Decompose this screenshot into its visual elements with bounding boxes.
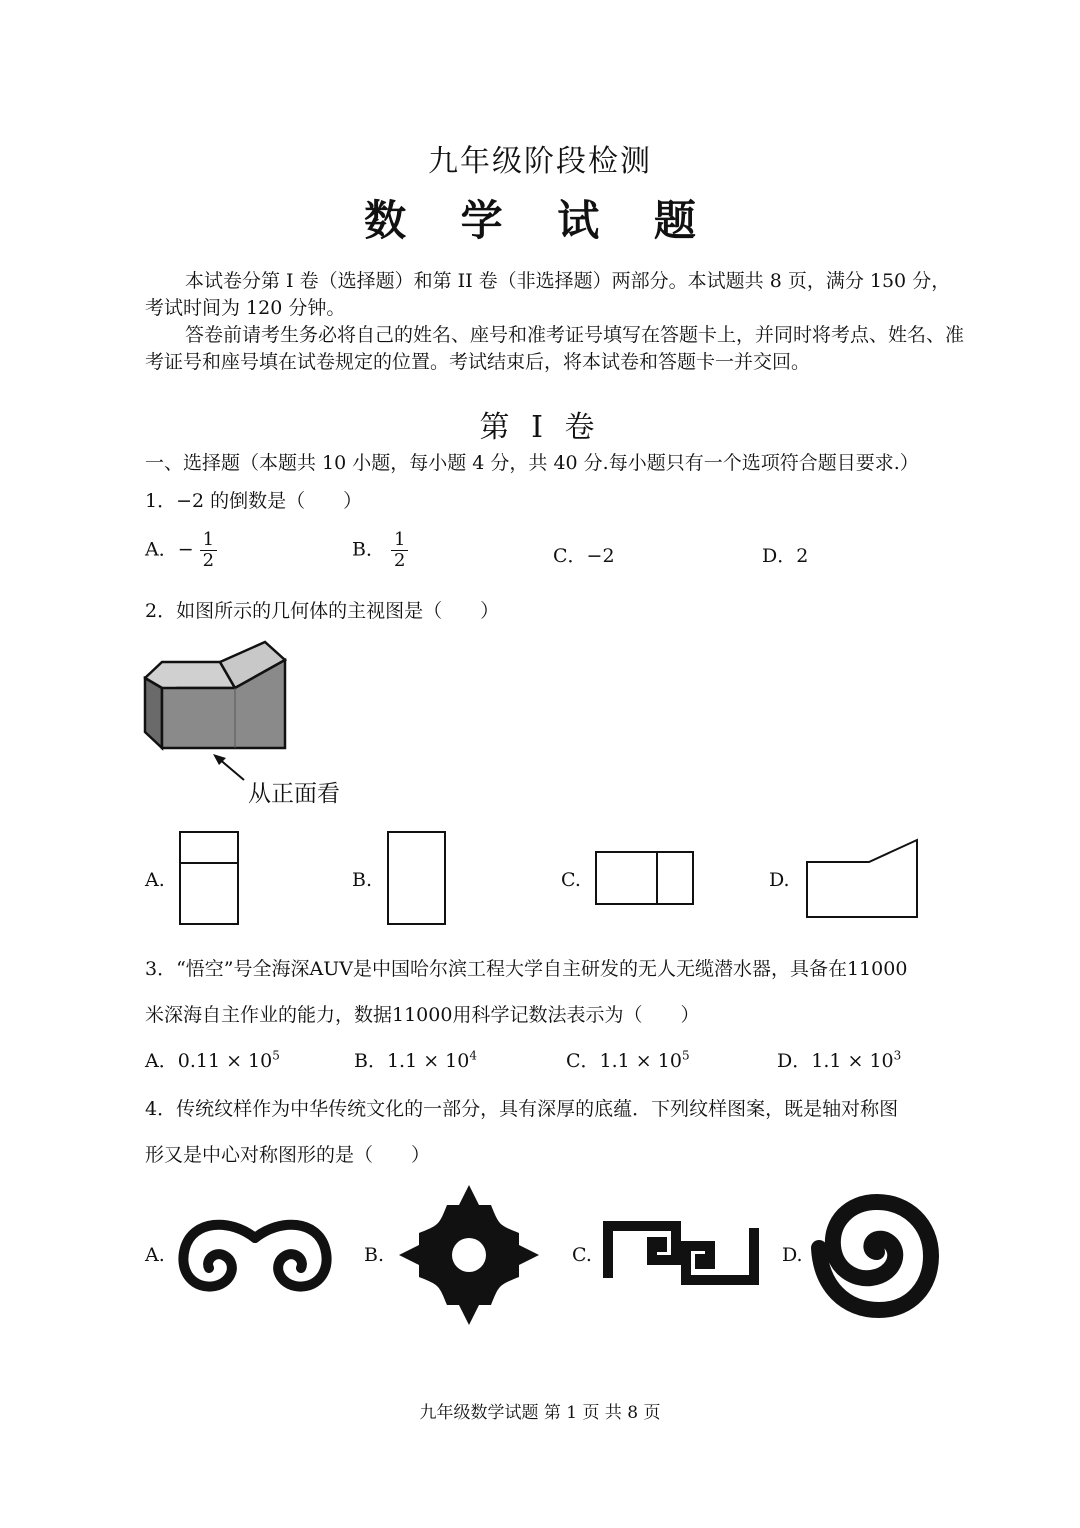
q4-option-b-pattern	[398, 1184, 540, 1326]
q3-option-d	[777, 1046, 901, 1073]
q1-a-denominator: 2	[202, 550, 215, 571]
q4-option-d-pattern	[815, 1196, 935, 1316]
q3-option-a-label: A．	[145, 1050, 178, 1072]
page-footer: 九年级数学试题 第 1 页 共 8 页	[419, 1403, 661, 1423]
q3-option-a-exponent: 5	[272, 1048, 280, 1063]
q1-option-b-label: B．	[352, 538, 385, 561]
q3-option-d-label: D．	[777, 1050, 812, 1072]
q2-option-c-figure	[594, 850, 698, 908]
q4-option-b-label: B.	[364, 1244, 385, 1266]
q1-option-a-fraction	[200, 530, 217, 571]
exam-title: 数 学 试 题	[364, 196, 716, 245]
q2-option-a-label: A.	[145, 869, 165, 891]
q1-a-numerator: 1	[200, 530, 217, 551]
q3-option-c-base: 1.1 × 10	[599, 1050, 682, 1072]
view-direction-caption: 从正面看	[248, 781, 340, 807]
q3-option-a	[145, 1046, 280, 1073]
q2-option-b-figure	[386, 830, 450, 926]
exam-subtitle: 九年级阶段检测	[428, 144, 652, 179]
q3-option-b-base: 1.1 × 10	[386, 1050, 470, 1072]
q1-option-d: D．2	[762, 545, 809, 567]
q4-option-a-label: A.	[145, 1244, 165, 1266]
section-heading: 一、选择题（本题共 10 小题，每小题 4 分，共 40 分.每小题只有一个选项符合题目要求.）	[145, 452, 919, 474]
q3-option-d-base: 1.1 × 10	[811, 1050, 894, 1072]
q1-option-a	[145, 530, 217, 571]
q2-option-b-label: B.	[352, 869, 373, 891]
q3-option-c-label: C．	[566, 1050, 600, 1072]
q1-b-denominator: 2	[393, 550, 406, 571]
q4-option-c-label: C.	[572, 1244, 592, 1266]
q4-option-d-label: D.	[782, 1244, 803, 1266]
q3-option-b-label: B．	[354, 1050, 387, 1072]
q1-option-a-sign: −	[177, 538, 194, 561]
question-4-line-1: 4．传统纹样作为中华传统文化的一部分，具有深厚的底蕴．下列纹样图案，既是轴对称图	[145, 1098, 899, 1120]
q1-option-b	[352, 530, 408, 571]
question-4-line-2: 形又是中心对称图形的是（ ）	[145, 1144, 431, 1166]
question-2-stem: 2．如图所示的几何体的主视图是（ ）	[145, 600, 500, 622]
q4-option-a-pattern	[175, 1208, 335, 1296]
question-3-line-2: 米深海自主作业的能力，数据11000用科学记数法表示为（ ）	[145, 1004, 700, 1026]
question-1-stem: 1．−2 的倒数是（ ）	[145, 490, 363, 512]
q1-b-numerator: 1	[391, 530, 408, 551]
q2-option-d-figure	[804, 838, 924, 922]
q3-option-c	[566, 1046, 690, 1073]
q1-option-b-fraction	[391, 530, 408, 571]
q3-option-b-exponent: 4	[469, 1048, 478, 1063]
q1-option-c: C．−2	[553, 545, 615, 567]
intro-paragraph-2: 答卷前请考生务必将自己的姓名、座号和准考证号填写在答题卡上，并同时将考点、姓名、准考证号和座号填在试卷规定的位置。考试结束后，将本试卷和答题卡一并交回。	[145, 324, 965, 373]
q2-option-c-label: C.	[561, 869, 581, 891]
q3-option-b	[354, 1046, 477, 1073]
q2-option-a-figure	[178, 830, 242, 926]
solid-left-face	[145, 678, 162, 748]
q4-option-c-pattern	[604, 1220, 758, 1286]
q2-option-d-label: D.	[769, 869, 790, 891]
volume-title: 第 I 卷	[479, 410, 601, 445]
q3-option-d-exponent: 3	[893, 1048, 902, 1063]
intro-paragraph-1: 本试卷分第 I 卷（选择题）和第 II 卷（非选择题）两部分。本试题共 8 页，满分 150 分， 考试时间为 120 分钟。	[145, 270, 951, 319]
q3-option-c-exponent: 5	[681, 1048, 690, 1063]
question-3-line-1: 3．“悟空”号全海深AUV是中国哈尔滨工程大学自主研发的无人无缆潜水器，具备在11000	[145, 958, 908, 980]
q1-option-a-label: A．	[145, 538, 178, 561]
q3-option-a-base: 0.11 × 10	[177, 1050, 273, 1072]
